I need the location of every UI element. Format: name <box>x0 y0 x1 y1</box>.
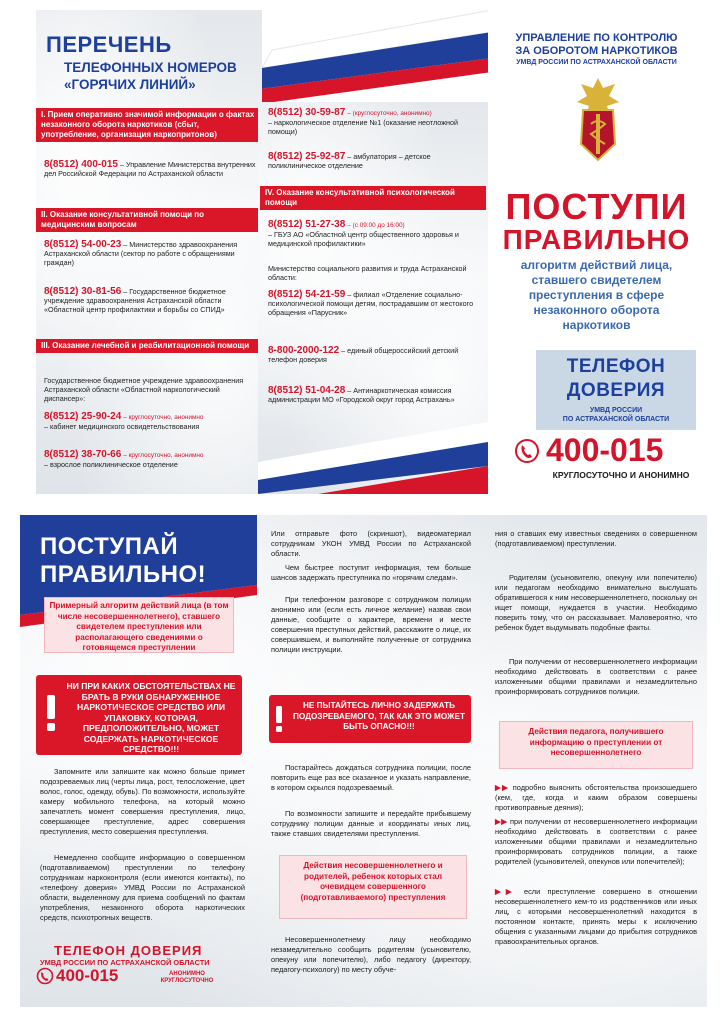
emblem-icon <box>573 74 623 166</box>
entry-s1 <box>44 160 258 178</box>
subtitle-line1: ТЕЛЕФОННЫХ НОМЕРОВ <box>64 60 237 75</box>
left-paragraph-2: Немедленно сообщите информацию о совершенном (подготавливаемом) преступлении по телефону сотрудникам наркоконтроля (если имеются контакты), по «телефону доверия» УМВД России по Астраханской области, выделенному для приема сообщений по фактам употребления, незаконного оборота наркотических средств, психотропных веществ. <box>40 853 245 922</box>
bottom-brochure-sheet <box>20 515 707 1007</box>
entry-text: – амбулатория – детское поликлиническое отделение <box>268 152 431 170</box>
bottom-left-column <box>20 515 257 1007</box>
algo-line: наркотиков <box>562 318 631 332</box>
right-bullet-3 <box>495 887 697 947</box>
phone-number: 8(8512) 30-59-87 <box>268 107 346 118</box>
right-paragraph-1: ния о ставших ему известных сведениях о совершенном (подготавливаемом) преступлении. <box>495 529 697 548</box>
algo-line: ставшего свидетелем <box>531 273 662 287</box>
agency-subheader: УМВД РОССИИ ПО АСТРАХАНСКОЙ ОБЛАСТИ <box>516 59 677 66</box>
entry-text: – Управление Министерства внутренних дел Российской Федерации по Астраханской области <box>44 160 256 178</box>
phone-number: 8(8512) 400-015 <box>44 159 118 170</box>
bullet-text: если преступление совершено в отношении несовершеннолетнего кем-то из родственников или иных лиц, с которыми несовершеннолетний находится в постоянном контакте, принять меры к исключению общения с указанными лицами до прибытия сотрудников правоохранительных органов. <box>495 887 697 946</box>
algo-line: алгоритм действий лица, <box>520 258 673 272</box>
algorithm-box: Примерный алгоритм действий лица (в том числе несовершеннолетнего), ставшего свидетелем преступления или располагающего сведениями о готовящемся преступлении <box>44 597 234 653</box>
warning-box-1 <box>36 675 242 755</box>
section-header-2: II. Оказание консультативной помощи по медицинским вопросам <box>36 208 260 232</box>
footer-hotline-note: АНОНИМНО КРУГЛОСУТОЧНО <box>160 971 214 984</box>
footer-agency: УМВД РОССИИ ПО АСТРАХАНСКОЙ ОБЛАСТИ <box>40 958 210 967</box>
bottom-title-line2: ПРАВИЛЬНО! <box>40 561 207 588</box>
agency-line2: ЗА ОБОРОТОМ НАРКОТИКОВ <box>515 45 678 57</box>
mid-paragraph-3: При телефонном разговоре с сотрудником полиции анонимно или (если есть личное желание) назвав свои данные, сообщите о характере, времени и месте совершения преступных действий, расскажите о лице, их совершившем, и выполняйте полученные от сотрудника полиции инструкции. <box>271 595 471 654</box>
phone-number: 8(8512) 38-70-66 <box>44 449 122 460</box>
phone-number: 8(8512) 25-92-87 <box>268 151 346 162</box>
right-bullet-1 <box>495 783 697 813</box>
mid-paragraph-6: Несовершеннолетнему лицу необходимо незамедлительно сообщить родителям (усыновителю, опекуну или попечителю), либо педагогу (директору, педагогу-психологу) по месту обуче- <box>271 935 471 974</box>
entry-text: – Министерство здравоохранения Астраханской области (сектор по работе с обращениями граждан) <box>44 240 238 267</box>
right-paragraph-3: При получении от несовершеннолетнего информации необходимо действовать в соответствии с ранее изложенными общими правилами и незамедлительно проинформировать сотрудников полиции. <box>495 657 697 696</box>
trust-agency <box>536 406 696 424</box>
entry-text: – кабинет медицинского освидетельствования <box>44 422 200 431</box>
mid-paragraph-4: Постарайтесь дождаться сотрудника полиции, после повторить еще раз все сказанное и указать направление, в котором скрылся подозреваемый. <box>271 763 471 792</box>
entry-m4: Министерство социального развития и труда Астраханской области: <box>268 264 467 282</box>
entry-note: – (с 09:00 до 16:00) <box>347 222 405 229</box>
bullet-text: при получении от несовершеннолетнего информации необходимо действовать в соответствии с ранее изложенными общими правилами и незамедлительно проинформировать сотрудников полиции, а также родителей (усыновителей, опекунов или попечителей); <box>495 817 697 866</box>
bottom-title-line1: ПОСТУПАЙ <box>40 533 179 560</box>
right-paragraph-2: Родителям (усыновителю, опекуну или попечителю) или педагогам необходимо внимательно выслушать обратившегося к ним несовершеннолетнего, поскольку он ищет помощи, нуждается в участии. Необходимо поверить тому, что он рассказывает. Маловероятно, что ребенок будет выдумывать подобные факты. <box>495 573 697 632</box>
entry-s3-intro: Государственное бюджетное учреждение здравоохранения Астраханской области «Областной наркологический диспансер»: <box>44 376 244 403</box>
phone-number: 8-800-2000-122 <box>268 345 340 356</box>
entry-s3b <box>44 450 258 469</box>
headline-line2: ПРАВИЛЬНО <box>502 224 691 255</box>
top-left-column <box>36 10 262 494</box>
teacher-actions-box: Действия педагога, получившего информацию о преступлении от несовершеннолетнего <box>499 721 693 769</box>
section-header-1: I. Прием оперативно значимой информации о фактах незаконного оборота наркотиков (сбыт, употребление, организация наркопритонов) <box>36 108 260 142</box>
bullet-arrow: ▶▶ <box>495 887 517 896</box>
phone-number: 8(8512) 30-81-56 <box>44 286 122 297</box>
entry-note: – (круглосуточно, анонимно) <box>347 110 432 117</box>
section-header-4: IV. Оказание консультативной психологической помощи <box>260 186 486 210</box>
hotline-availability: КРУГЛОСУТОЧНО И АНОНИМНО <box>552 470 690 480</box>
top-middle-column <box>258 102 488 494</box>
algo-line: незаконного оборота <box>533 303 660 317</box>
entry-note: – круглосуточно, анонимно <box>123 452 204 459</box>
entry-m5 <box>268 290 482 317</box>
flag-stripes-bottom <box>258 422 488 494</box>
warning-icon <box>271 705 287 733</box>
phone-number: 8(8512) 25-90-24 <box>44 411 122 422</box>
entry-m6 <box>268 346 482 364</box>
entry-text: – Антинаркотическая комиссия администрации МО «Городской округ город Астрахань» <box>268 386 455 404</box>
trust-agency-line1: УМВД РОССИИ <box>589 407 643 414</box>
agency-line1: УПРАВЛЕНИЕ ПО КОНТРОЛЮ <box>515 32 678 44</box>
entry-text: – Государственное бюджетное учреждение здравоохранения Астраханской области «Областной центр профилактики и борьбы со СПИД» <box>44 287 226 314</box>
entry-s2b <box>44 287 258 314</box>
bottom-middle-column <box>257 515 483 1007</box>
bullet-arrow: ▶▶ <box>495 783 510 792</box>
entry-m7 <box>268 386 482 404</box>
entry-text: – филиал «Отделение социально-психологической помощи детям, пострадавшим от жестокого обращения «Парусник» <box>268 290 474 317</box>
phone-number: 8(8512) 54-21-59 <box>268 289 346 300</box>
warning-text: НЕ ПЫТАЙТЕСЬ ЛИЧНО ЗАДЕРЖАТЬ ПОДОЗРЕВАЕМОГО, ТАК КАК ЭТО МОЖЕТ БЫТЬ ОПАСНО!!! <box>293 701 465 731</box>
minor-actions-box: Действия несовершеннолетнего и родителей, ребенок которых стал очевидцем совершенного (подготавливаемого) преступления <box>279 855 467 919</box>
top-brochure-sheet <box>22 10 705 504</box>
agency-header <box>488 32 705 58</box>
bullet-text: подробно выяснить обстоятельства произошедшего (кем, где, когда и каким образом совершены противоправные деяния); <box>495 783 697 812</box>
top-right-column <box>488 10 705 504</box>
phone-number: 8(8512) 51-27-38 <box>268 219 346 230</box>
warning-box-2 <box>269 695 471 743</box>
headline-line1: ПОСТУПИ <box>505 186 688 227</box>
mid-paragraph-2: Чем быстрее поступит информация, тем больше шансов задержать преступника по «горячим следам». <box>271 563 471 582</box>
entry-s2a <box>44 240 258 267</box>
algorithm-subtitle <box>488 258 705 333</box>
bottom-right-column <box>483 515 707 1007</box>
footer-hotline-number: 400-015 <box>56 966 119 985</box>
entry-text: – взрослое поликлиническое отделение <box>44 460 178 469</box>
bullet-arrow: ▶▶ <box>495 817 508 826</box>
entry-note: – круглосуточно, анонимно <box>123 414 204 421</box>
left-paragraph-1: Запомните или запишите как можно больше примет подозреваемых лиц (черты лица, рост, телосложение, цвет волос, голос, одежду, обувь). По возможности, используйте камеру мобильного телефона, на который можно запечатлеть момент совершения преступления, лицо, совершающее преступление, адрес совершения преступления, место совершения преступления. <box>40 767 245 836</box>
entry-text: – единый общероссийский детский телефон доверия <box>268 346 459 364</box>
entry-m3 <box>268 220 482 248</box>
entry-s3a <box>44 412 258 431</box>
phone-number: 8(8512) 51-04-28 <box>268 385 346 396</box>
hotline-number: 400-015 <box>546 432 664 468</box>
entry-m2 <box>268 152 482 170</box>
mid-paragraph-5: По возможности запишите и передайте прибывшему сотруднику полиции данные и координаты иных лиц, также ставших свидетелями преступления. <box>271 809 471 838</box>
mid-paragraph-1: Или отправьте фото (скриншот), видеоматериал сотрудникам УКОН УМВД России по Астраханской области. <box>271 529 471 558</box>
entry-text: – наркологическое отделение №1 (оказание неотложной помощи) <box>268 118 459 136</box>
warning-icon <box>40 693 62 733</box>
page-title: ПЕРЕЧЕНЬ <box>46 32 172 57</box>
phone-number: 8(8512) 54-00-23 <box>44 239 122 250</box>
footer-hotline-title: ТЕЛЕФОН ДОВЕРИЯ <box>54 943 203 958</box>
flag-stripes-top <box>252 10 502 105</box>
phone-icon <box>514 438 540 464</box>
entry-text: – ГБУЗ АО «Областной центр общественного здоровья и медицинской профилактики» <box>268 230 459 248</box>
warning-text: НИ ПРИ КАКИХ ОБСТОЯТЕЛЬСТВАХ НЕ БРАТЬ В РУКИ ОБНАРУЖЕННОЕ НАРКОТИЧЕСКОЕ СРЕДСТВО ИЛИ УПАКОВКУ, КОТОРАЯ, ПРЕДПОЛОЖИТЕЛЬНО, МОЖЕТ СОДЕРЖАТЬ НАРКОТИЧЕСКОЕ СРЕДСТВО!!! <box>66 681 236 754</box>
subtitle-line2: «ГОРЯЧИХ ЛИНИЙ» <box>64 77 196 92</box>
trust-title-line2: ДОВЕРИЯ <box>566 380 666 401</box>
trust-title-line1: ТЕЛЕФОН <box>566 356 666 377</box>
section-header-3: III. Оказание лечебной и реабилитационной помощи <box>36 339 260 353</box>
entry-m1 <box>268 108 482 136</box>
phone-icon <box>36 967 54 985</box>
trust-agency-line2: ПО АСТРАХАНСКОЙ ОБЛАСТИ <box>562 416 670 423</box>
right-bullet-2 <box>495 817 697 867</box>
algo-line: преступления в сфере <box>528 288 665 302</box>
